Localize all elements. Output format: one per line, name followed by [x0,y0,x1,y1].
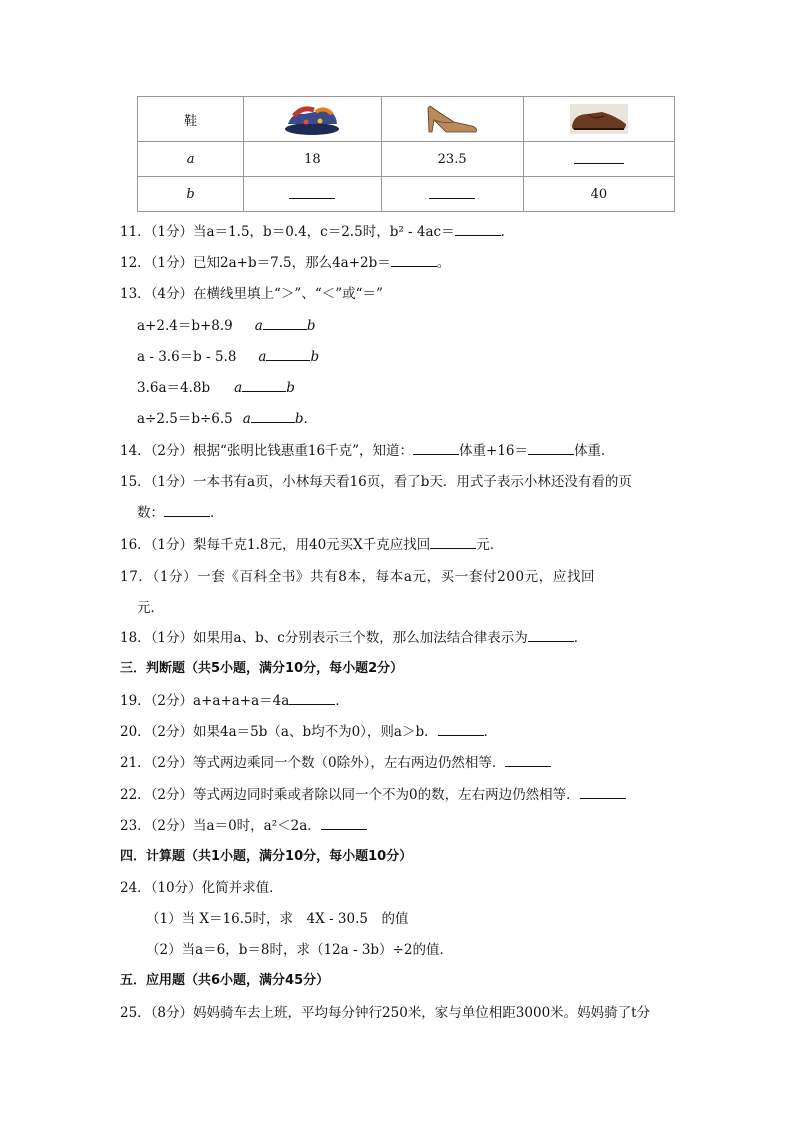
var-left: a [242,411,251,427]
table-row [138,177,675,212]
answer-blank[interactable] [164,503,210,517]
answer-blank[interactable] [438,722,484,736]
answer-blank[interactable] [580,785,626,799]
q13-item-2 [137,345,319,365]
question-end: ． [210,505,224,521]
question-text: 妈妈骑车去上班，平均每分钟行250米，家与单位相距3000米。妈妈骑了t分 [193,1005,651,1021]
question-number: 19． [120,693,151,709]
question-text: 如果4a＝5b（a、b均不为0），则a＞b． [193,724,438,740]
question-16 [120,533,503,553]
section-heading-judgement: 三．判断题（共5小题，满分10分，每小题2分） [120,661,404,676]
question-text: 一套《百科全书》共有8本，每本a元，买一套付200元，应找回 [197,569,596,585]
answer-blank[interactable] [242,378,286,392]
answer-blank[interactable] [528,441,574,455]
q13-item-4 [137,407,317,427]
question-24-sub-1: （1）当 X＝16.5时，求 4X - 30.5 的值 [146,911,409,927]
question-24 [120,876,283,896]
question-22 [120,783,626,803]
q13-item-3 [137,376,295,396]
question-score: （1分） [152,569,198,585]
question-score: （2分） [150,443,194,459]
question-24-sub-2: （2）当a＝6，b＝8时，求（12a - 3b）÷2的值． [146,942,453,958]
answer-blank[interactable] [289,691,335,705]
question-14 [120,439,615,459]
answer-blank[interactable] [505,753,551,767]
question-text: 如果用a、b、c分别表示三个数，那么加法结合律表示为 [193,630,528,646]
question-12 [120,251,450,271]
section-heading-calculation: 四．计算题（共1小题，满分10分，每小题10分） [120,849,413,864]
question-score: （1分） [150,537,194,553]
question-number: 21． [120,755,151,771]
question-text: 元． [137,600,164,616]
question-20 [120,720,497,740]
answer-blank[interactable] [430,535,476,549]
shoe-cell [523,97,674,142]
question-number: 20． [120,724,151,740]
question-end: ． [500,224,515,240]
question-number: 24． [120,880,151,896]
question-15-cont [137,501,224,521]
question-11 [120,220,514,240]
equation: 3.6a＝4.8b [137,380,211,396]
answer-blank[interactable] [321,816,367,830]
question-number: 15． [120,474,151,490]
table-cell-blank[interactable] [523,142,674,177]
question-text: 体重+16＝ [459,443,529,459]
answer-blank[interactable] [251,409,295,423]
question-15 [120,470,632,490]
question-text: 梨每千克1.8元，用40元买X千克应找回 [193,537,431,553]
shoe-cell [381,97,523,142]
var-left: a [234,380,243,396]
question-number: 11． [120,224,151,240]
question-number: 12． [120,255,151,271]
question-23 [120,814,367,834]
question-score: （8分） [150,1005,194,1021]
question-score: （2分） [150,787,194,803]
question-score: （2分） [150,755,194,771]
question-21 [120,751,551,771]
shoe-size-table [137,96,675,212]
question-end: ． [573,630,588,646]
question-text: 当a＝0时，a²＜2a． [193,818,321,834]
question-text: 等式两边乘同一个数（0除外），左右两边仍然相等． [193,755,506,771]
question-19 [120,689,349,709]
question-number: 14． [120,443,151,459]
equation: a+2.4＝b+8.9 [137,318,233,334]
answer-blank[interactable] [455,222,501,236]
answer-blank[interactable] [574,150,624,164]
table-cell: 40 [523,177,674,212]
question-end: ． [483,724,498,740]
question-number: 16． [120,537,151,553]
question-17-cont [137,596,164,616]
question-number: 17． [120,569,153,585]
question-end: ． [303,411,317,427]
men-leather-shoe-icon [568,102,630,136]
question-text: 已知2a+b＝7.5，那么4a+2b＝ [193,255,391,271]
row-label-a: a [138,142,244,177]
question-text: a+a+a+a＝4a [193,693,290,709]
var-left: a [258,349,267,365]
answer-blank[interactable] [391,253,437,267]
answer-blank[interactable] [289,185,335,199]
question-25 [120,1001,650,1021]
answer-blank[interactable] [266,347,310,361]
question-end: 元． [476,537,504,553]
question-end: ． [335,693,349,709]
question-score: （2分） [150,724,194,740]
high-heel-shoe-icon [424,102,480,136]
question-number: 22． [120,787,151,803]
table-cell: 18 [244,142,381,177]
question-text: 根据“张明比钱惠重16千克”，知道： [193,443,414,459]
question-score: （1分） [150,630,194,646]
question-score: （1分） [150,224,194,240]
var-right: b [306,318,316,334]
question-18 [120,626,587,646]
question-text: 化简并求值． [201,880,283,896]
row-label-b: b [138,177,244,212]
question-score: （1分） [150,255,194,271]
question-text: 一本书有a页，小林每天看16页，看了b天．用式子表示小林还没有看的页 [193,474,632,490]
question-text: 当a＝1.5，b＝0.4，c＝2.5时，b² - 4ac＝ [193,224,455,240]
equation: a÷2.5＝b÷6.5 [137,411,233,427]
answer-blank[interactable] [413,441,459,455]
question-score: （1分） [150,474,194,490]
table-cell: 23.5 [381,142,523,177]
equation: a - 3.6＝b - 5.8 [137,349,237,365]
question-text: 在横线里填上“＞”、“＜”或“＝” [193,286,383,302]
table-row [138,97,675,142]
question-13 [120,282,383,302]
answer-blank[interactable] [429,185,475,199]
question-text: 数： [137,505,164,521]
var-left: a [254,318,263,334]
table-cell-blank[interactable] [381,177,523,212]
answer-blank[interactable] [528,628,574,642]
q13-item-1 [137,314,315,334]
question-17 [120,565,595,585]
question-number: 25． [120,1005,151,1021]
question-score: （2分） [150,693,194,709]
question-number: 18． [120,630,151,646]
question-end: 体重． [574,443,615,459]
children-sandal-icon [282,102,342,136]
question-number: 23． [120,818,151,834]
answer-blank[interactable] [263,316,307,330]
table-row [138,142,675,177]
table-cell-blank[interactable] [244,177,381,212]
question-score: （4分） [150,286,194,302]
section-heading-application: 五．应用题（共6小题，满分45分） [120,973,330,988]
question-score: （2分） [150,818,194,834]
table-header-label: 鞋 [138,97,244,142]
question-number: 13． [120,286,151,302]
var-right: b [310,349,320,365]
question-end: 。 [436,255,451,271]
shoe-cell [244,97,381,142]
question-score: （10分） [150,880,202,896]
question-text: 等式两边同时乘或者除以同一个不为0的数，左右两边仍然相等． [193,787,580,803]
var-right: b [286,380,295,396]
var-right: b [294,411,304,427]
